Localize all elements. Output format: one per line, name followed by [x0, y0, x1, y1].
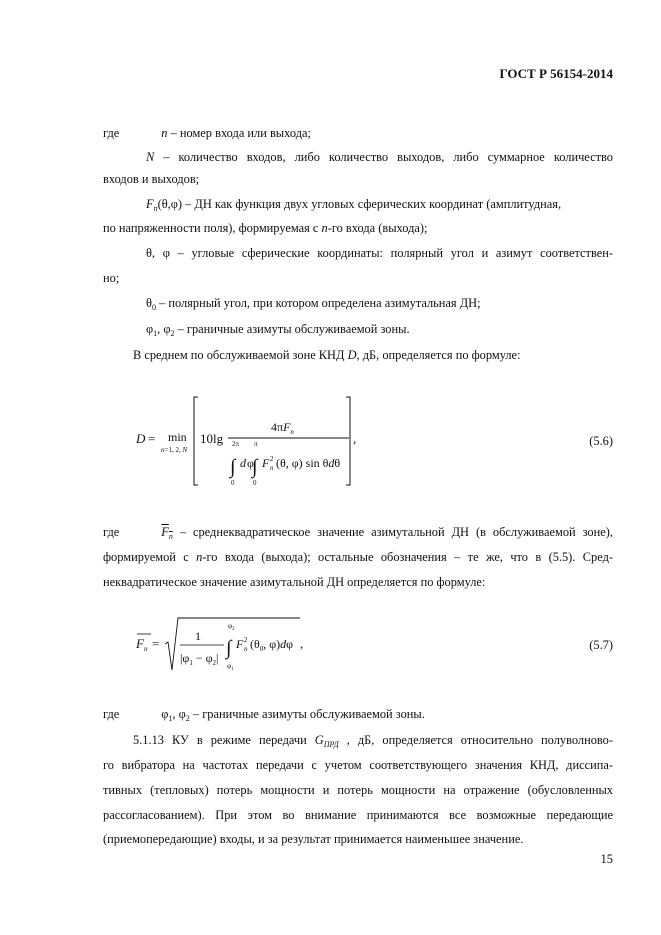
formula-fn-bar: $F_n$ — [161, 525, 173, 541]
svg-text:=: = — [152, 636, 160, 651]
svg-text:4πFn: $4\pi F_n$ — [271, 420, 294, 436]
svg-text:π: π — [254, 440, 258, 448]
svg-text:d: d — [240, 456, 246, 470]
svg-text:n: n — [270, 464, 274, 472]
text-line: рассогласованием). При этом во внимание принимаются все возможные передающие — [103, 808, 613, 822]
svg-text:2: 2 — [270, 455, 274, 463]
text-line: формируемой с n-го входа (выхода); остальные обозначения – те же, что в (5.5). Сред- — [103, 550, 613, 564]
svg-text:|φ1 − φ2|: $|\varphi_1 - \varphi_2|$ — [180, 651, 219, 667]
svg-text:φ1: $\varphi_1$ — [227, 662, 234, 672]
equation-number: (5.6) — [589, 434, 613, 448]
text-line: $\varphi_1$, $\varphi_2$ – граничные азимуты обслуживаемой зоны. — [146, 322, 410, 338]
svg-text:0: 0 — [231, 479, 235, 487]
svg-text:F: F — [262, 456, 270, 470]
text-line: по напряженности поля), формируемая с n-го входа (выхода); — [103, 221, 428, 235]
svg-text:2: 2 — [244, 636, 248, 644]
formula-phi12: $\varphi_1$, $\varphi_2$ — [161, 707, 190, 723]
text-line: $\theta_0$ – полярный угол, при котором определена азимутальная ДН; — [146, 296, 481, 312]
formula-theta0: $\theta_0$ — [146, 296, 156, 312]
svg-text:φ: φ — [247, 456, 254, 470]
equation-5-7-graphic — [136, 614, 336, 674]
svg-text:∫: ∫ — [226, 637, 232, 659]
equation-5-6 — [136, 395, 416, 490]
text-line: где $F_n$ – среднеквадратическое значение азимутальной ДН (в обслуживаемой зоне), — [103, 525, 613, 541]
formula-fn: $F_n(\theta,\varphi)$ — [146, 197, 183, 213]
svg-text:1: 1 — [195, 629, 201, 643]
text-line: го вибратора на частотах передачи с учетом соответствующего значения КНД, диссипа- — [103, 758, 613, 772]
svg-text:,: , — [300, 636, 304, 651]
svg-text:n: n — [144, 645, 148, 653]
svg-text:∫: ∫ — [230, 456, 236, 478]
equation-5-7 — [136, 614, 336, 674]
text-line: N – количество входов, либо количество выходов, либо суммарное количество — [146, 150, 613, 164]
svg-text:D: D — [136, 431, 146, 446]
equation-number: (5.7) — [589, 638, 613, 652]
text-line: тивных (тепловых) потерь мощности и потерь мощности на отражение (обусловленных — [103, 783, 613, 797]
svg-text:∫: ∫ — [252, 456, 258, 478]
text-line: θ, φ – угловые сферические координаты: полярный угол и азимут соответствен- — [146, 246, 613, 260]
svg-text:n=1, 2, N: n=1, 2, N — [161, 446, 188, 454]
svg-text:φ2: $\varphi_2$ — [228, 622, 235, 632]
svg-text:(θ, φ) sin θdθ: (θ, φ) sin θdθ — [276, 456, 341, 470]
text-line: где n – номер входа или выхода; — [103, 126, 311, 140]
svg-text:F: F — [236, 637, 244, 651]
svg-text:2π: 2π — [232, 440, 240, 448]
text-line: входов и выходов; — [103, 172, 200, 186]
equation-5-6-graphic — [136, 395, 416, 490]
text-line: $F_n(\theta,\varphi)$ – ДН как функция двух угловых сферических координат (амплитудная, — [146, 197, 562, 213]
svg-text:min: min — [168, 430, 187, 444]
text-line: (приемопередающие) входы, и за результат принимается наименьшее значение. — [103, 832, 524, 846]
text-line: но; — [103, 271, 120, 285]
page-number: 15 — [600, 852, 613, 866]
svg-text:=: = — [148, 431, 156, 446]
svg-text:10lg: 10lg — [200, 431, 224, 446]
svg-text:0: 0 — [253, 479, 257, 487]
text-line: В среднем по обслуживаемой зоне КНД D, дБ, определяется по формуле: — [133, 348, 521, 362]
svg-text:F: F — [136, 636, 144, 651]
text-line: неквадратическое значение азимутальной ДН определяется по формуле: — [103, 575, 486, 589]
text-line: где $\varphi_1$, $\varphi_2$ – граничные азимуты обслуживаемой зоны. — [103, 707, 425, 723]
svg-text:n: n — [244, 645, 248, 653]
document-header: ГОСТ Р 56154-2014 — [499, 66, 613, 81]
text-line: 5.1.13 КУ в режиме передачи $G_{ПРД}$ , дБ, определяется относительно полуволново- — [133, 733, 613, 749]
formula-phi12: $\varphi_1$, $\varphi_2$ — [146, 322, 175, 338]
svg-text:,: , — [353, 431, 357, 446]
svg-text:(θ0, φ)dφ: ($\theta_0$, φ)dφ — [250, 637, 294, 653]
